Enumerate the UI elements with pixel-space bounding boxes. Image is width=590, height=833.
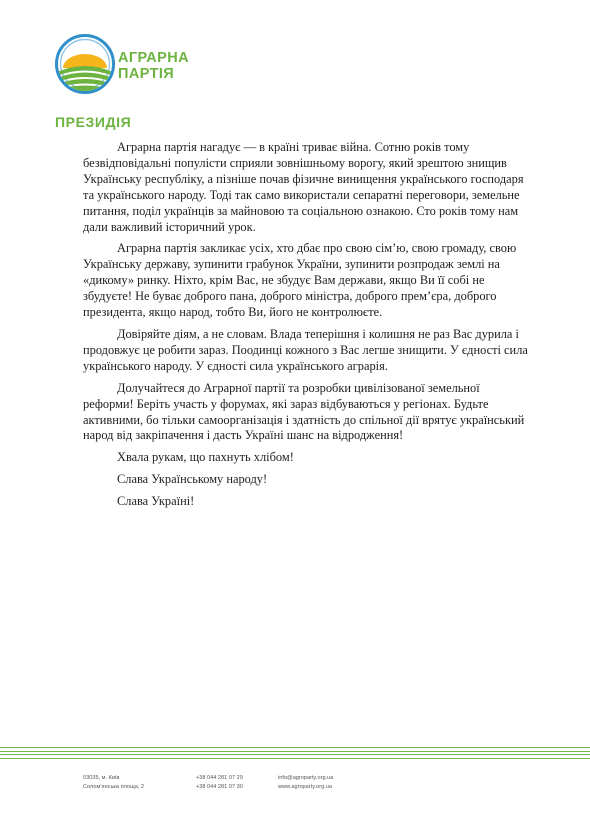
footer-phones — [196, 774, 243, 792]
letter-body — [83, 140, 533, 516]
footer-divider-stripes — [0, 747, 590, 759]
closing-line: Хвала рукам, що пахнуть хлібом! — [117, 450, 294, 465]
paragraph: Долучайтеся до Аграрної партії та розробки цивілізованої земельної реформи! Беріть участь у форумах, які зараз відбуваються у регіонах. Будьте активними, бо тільки самоорганізація і здатність до спільної дії врятує український народ від закріпачення і дасть Україні шанс на відродження! — [83, 380, 525, 443]
address-line: 03035, м. Київ — [83, 775, 120, 781]
phone-number: +38 044 281 07 30 — [196, 784, 243, 790]
logo-line-2: ПАРТІЯ — [118, 66, 175, 82]
page-title: ПРЕЗИДІЯ — [55, 114, 132, 130]
sunrise-field-icon — [55, 30, 115, 96]
email-link[interactable]: info@agroparty.org.ua — [278, 775, 334, 781]
website-link[interactable]: www.agroparty.org.ua — [278, 784, 332, 790]
closing-line: Слава Україні! — [117, 494, 195, 509]
party-logo — [55, 30, 205, 98]
logo-line-1: АГРАРНА — [118, 50, 189, 66]
footer-contacts — [278, 774, 333, 792]
paragraph: Аграрна партія закликає усіх, хто дбає про свою сім’ю, свою громаду, свою Українську державу, зупинити грабунок України, зупинити розпродаж землі на «дикому» ринку. Ніхто, крім Вас, не збудує Вам держави, якщо Ви її собі не збудуєте! Не буває доброго пана, доброго міністра, доброго прем’єра, доброго президента, якщо народ, тобто Ви, його не контролюєте. — [83, 241, 517, 320]
logo-wordmark — [118, 50, 189, 82]
footer-address — [83, 774, 144, 792]
phone-number: +38 044 281 07 29 — [196, 775, 243, 781]
closing-line: Слава Українському народу! — [117, 472, 268, 487]
address-line: Солом’янська площа, 2 — [83, 784, 145, 790]
paragraph: Довіряйте діям, а не словам. Влада теперішня і колишня не раз Вас дурила і продовжує це робити зараз. Поодинці кожного з Вас легше знищити. У єдності сила українського народу. У єдності сила українського аграрія. — [83, 326, 528, 373]
paragraph: Аграрна партія нагадує — в країні триває війна. Сотню років тому безвідповідальні популісти сприяли зовнішньому ворогу, який зрештою знищив Українську республіку, а пізніше почав фізичне винищення українського господаря та українського народу. Тоді так само використали сепаратні переговори, земельне питання, поділ українців за майновою та соціальною ознакою. Сто років тому нам дали важливий історичний урок. — [83, 140, 524, 234]
